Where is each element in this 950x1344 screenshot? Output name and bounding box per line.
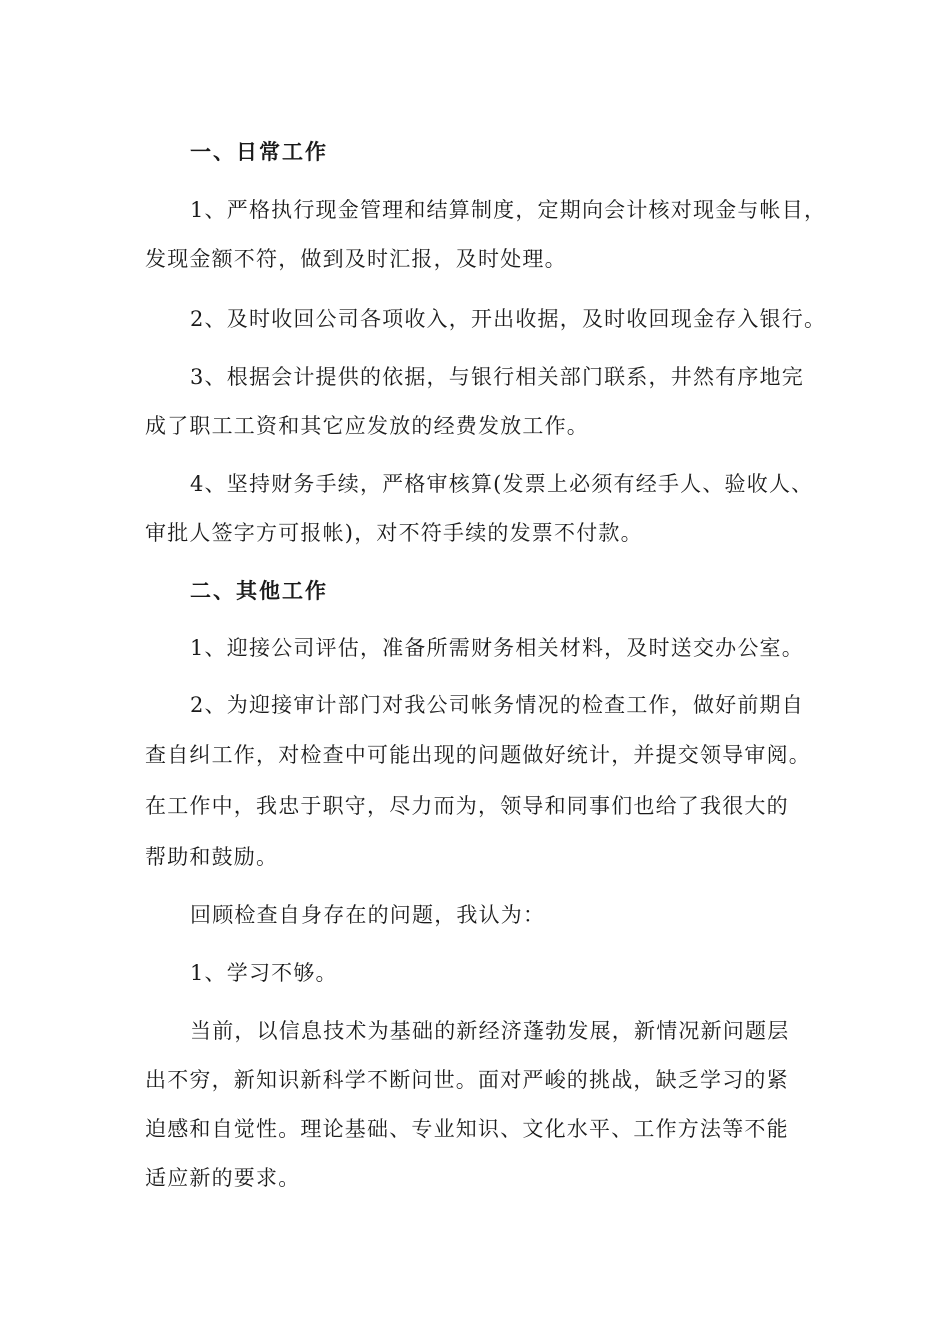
paragraph-line: 迫感和自觉性。理论基础、专业知识、文化水平、工作方法等不能 [145, 1117, 789, 1141]
paragraph-line: 3、根据会计提供的依据，与银行相关部门联系，井然有序地完 [190, 365, 804, 389]
paragraph-line: 审批人签字方可报帐)，对不符手续的发票不付款。 [145, 521, 643, 545]
paragraph-line: 成了职工工资和其它应发放的经费发放工作。 [145, 414, 589, 438]
paragraph-line: 4、坚持财务手续，严格审核算(发票上必须有经手人、验收人、 [190, 472, 814, 496]
paragraph-line: 出不穷，新知识新科学不断问世。面对严峻的挑战，缺乏学习的紧 [145, 1068, 789, 1092]
paragraph-line: 2、及时收回公司各项收入，开出收据，及时收回现金存入银行。 [190, 307, 827, 331]
section-heading-daily-work: 一、日常工作 [190, 139, 328, 164]
paragraph-line: 1、学习不够。 [190, 961, 338, 985]
paragraph-line: 2、为迎接审计部门对我公司帐务情况的检查工作，做好前期自 [190, 693, 804, 717]
paragraph-line: 1、迎接公司评估，准备所需财务相关材料，及时送交办公室。 [190, 636, 804, 660]
paragraph-line: 回顾检查自身存在的问题，我认为： [190, 903, 546, 927]
paragraph-line: 查自纠工作，对检查中可能出现的问题做好统计，并提交领导审阅。 [145, 743, 811, 767]
paragraph-line: 发现金额不符，做到及时汇报，及时处理。 [145, 247, 567, 271]
paragraph-line: 在工作中，我忠于职守，尽力而为，领导和同事们也给了我很大的 [145, 794, 789, 818]
paragraph-line: 当前，以信息技术为基础的新经济蓬勃发展，新情况新问题层 [190, 1019, 790, 1043]
section-heading-other-work: 二、其他工作 [190, 578, 328, 603]
paragraph-line: 帮助和鼓励。 [145, 845, 279, 869]
paragraph-line: 1、严格执行现金管理和结算制度，定期向会计核对现金与帐目， [190, 198, 827, 222]
paragraph-line: 适应新的要求。 [145, 1166, 301, 1190]
